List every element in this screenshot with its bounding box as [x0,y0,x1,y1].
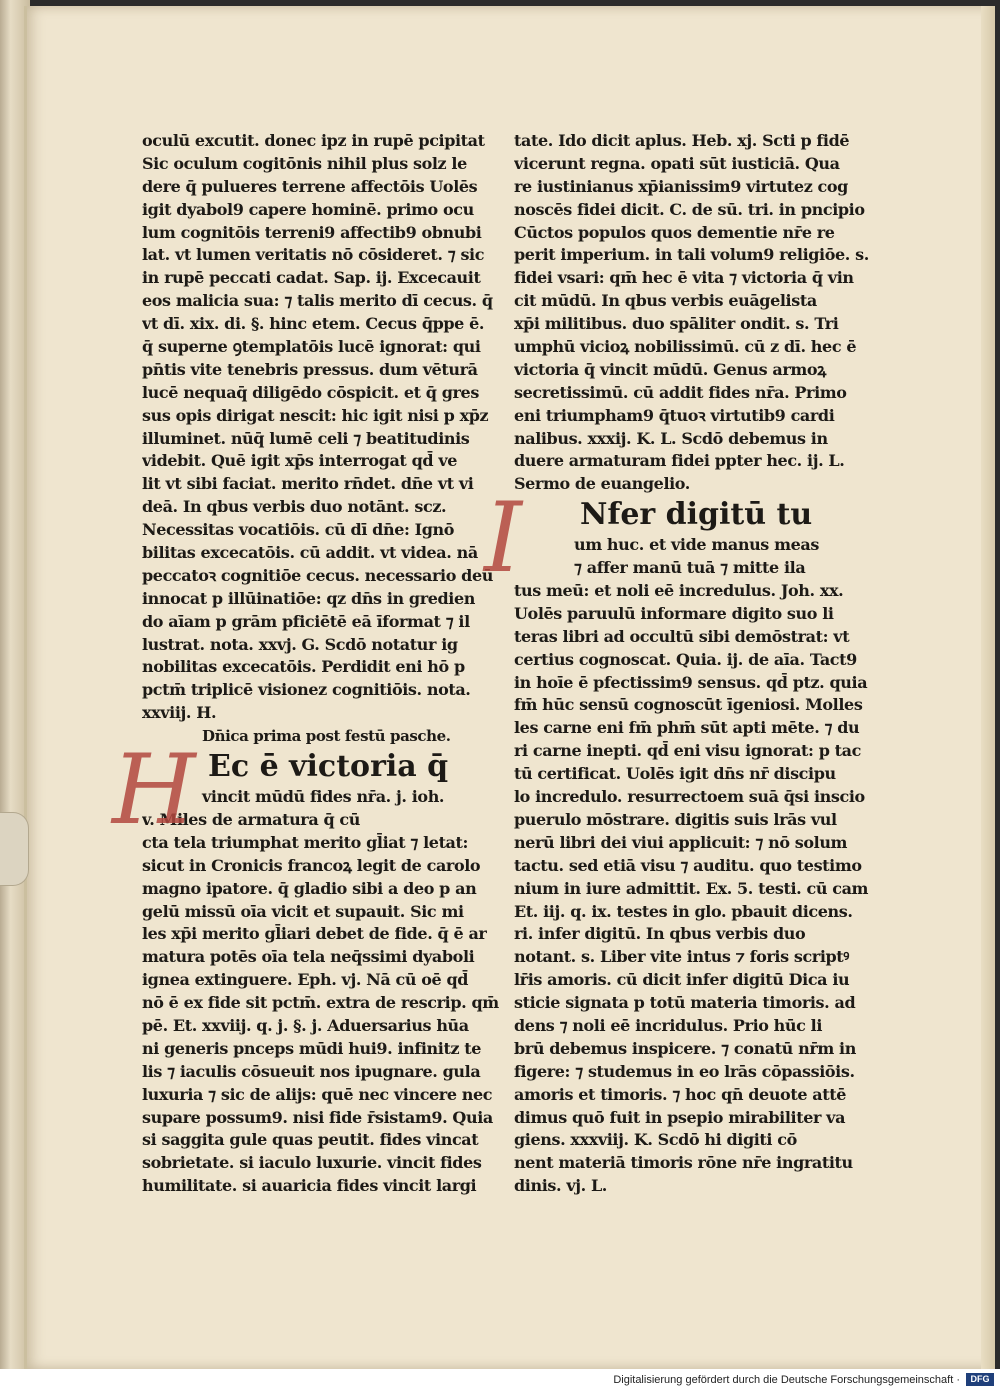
right-column-text-after [514,534,874,1198]
decorated-initial-i: I [484,482,522,595]
text-line: victoria q̄ vincit mūdū. Genus armoꝝ [514,359,827,379]
text-line: cit mūdū. In qbus verbis euāgelista [514,291,817,311]
text-line: ignea extinguere. Eph. vj. Nā cū oē qd̄ [142,970,469,990]
text-line: dimus quō fuit in psepio mirabiliter va [514,1107,846,1127]
text-line: certius cognoscat. Quia. ij. de aīa. Tact9 [514,649,857,669]
text-line: nent materiā timoris rōne nr̄e ingratitu [514,1153,853,1173]
text-line: Sermo de euangelio. [514,474,690,494]
text-line: luxuria ⁊ sic de alijs: quē nec vincere nec [142,1084,493,1104]
text-line: sticie signata p totū materia timoris. ad [514,993,856,1013]
incipit-line-left: Ec ē victoria q̄ [208,749,449,785]
text-line: eni triumpham9 q̄tuoꝛ virtutib9 cardi [514,405,835,425]
text-line: illuminet. nūq̄ lumē celi ⁊ beatitudinis [142,428,470,448]
text-line: si saggita gule quas peutit. fides vincat [142,1130,479,1150]
text-line: ⁊ affer manū tuā ⁊ mitte ila [574,558,806,578]
text-line: oculū excutit. donec ipz in rupē pcipitat [142,131,485,150]
text-line: nobilitas excecatōis. Perdidit eni hō p [142,657,465,677]
text-line: les carne eni fm̄ phm̄ sūt apti mēte. ⁊ du [514,718,860,738]
text-line: fidei vsari: qm̄ hec ē vita ⁊ victoria q̄ vin [514,268,854,288]
text-line: duere armaturam fidei ppter hec. ij. L. [514,451,845,471]
text-line: eos malicia sua: ⁊ talis merito dī cecus. q̄ [142,291,493,311]
text-line: nerū libri dei viui applicuit: ⁊ nō solum [514,832,848,852]
dfg-logo: DFG [966,1373,994,1386]
text-line: matura potēs oīa tela neq̄ssimi dyaboli [142,947,475,967]
text-line: tus meū: et noli eē incredulus. Joh. xx. [514,581,844,601]
text-line: dens ⁊ noli eē incridulus. Prio hūc li [514,1015,823,1035]
text-line: dere q̄ pulueres terrene affectōis Uolēs [142,176,478,196]
text-line: vt dī. xix. di. §. hinc etem. Cecus q̄ppe ē. [142,314,485,334]
text-line: lo incredulo. resurrectoem suā q̄si inscio [514,787,865,807]
text-line: Et. iij. q. ix. testes in glo. pbauit dicens. [514,901,853,921]
text-line: um huc. et vide manus meas [574,535,819,555]
left-column-text [142,130,502,725]
text-line: les xp̄i merito gl̄iari debet de fide. q̄ ē ar [142,924,487,944]
text-line: vicerunt regna. opati sūt iusticiā. Qua [514,153,840,173]
text-line: tū certificat. Uolēs igit dn̄s nr̄ discipu [514,764,836,784]
text-line: noscēs fidei dicit. C. de sū. tri. in pncipio [514,199,865,219]
text-line: igit dyabol9 capere hominē. primo ocu [142,199,474,219]
text-line: secretissimū. cū addit fides nr̄a. Primo [514,382,847,402]
text-line: lucē nequaq̄ diligēdo cōspicit. et q̄ gres [142,382,479,402]
text-line: nium in iure admittit. Ex. 5. testi. cū cam [514,878,869,898]
text-line: gelū missū oīa vicit et supauit. Sic mi [142,901,464,921]
text-line: xxviij. H. [142,703,217,723]
text-line: supare possum9. nisi fide r̄sistam9. Quia [142,1107,493,1127]
text-line: vincit mūdū fides nr̄a. j. ioh. [202,787,445,807]
text-line: figere: ⁊ studemus in eo lrās cōpassiōis. [514,1061,855,1081]
footer-credit: Digitalisierung gefördert durch die Deutsche Forschungsgemeinschaft · [613,1374,960,1386]
text-line: bilitas excecatōis. cū addit. vt videa. nā [142,543,478,563]
text-line: ri. infer digitū. In qbus verbis duo [514,924,806,944]
text-line: puerulo mōstrare. digitis suis lrās vul [514,809,837,829]
text-line: pn̄tis vite tenebris pressus. dum vēturā [142,359,478,379]
text-line: re iustinianus xp̄ianissim9 virtutez cog [514,176,848,196]
text-line: in rupē peccati cadat. Sap. ij. Excecauit [142,268,481,288]
text-line: notant. s. Liber vite intus ⁊ foris scriptꝰ [514,947,850,967]
text-line: fm̄ hūc sensū cognoscūt īgeniosi. Molles [514,695,863,715]
text-line: umphū vicioꝝ nobilissimū. cū z dī. hec ē [514,337,857,357]
text-line: q̄ superne ꝯtemplatōis lucē ignorat: qui [142,337,481,357]
text-line: humilitate. si auaricia fides vincit largi [142,1176,477,1196]
text-line: in hoīe ē pfectissim9 sensus. qd̄ ptz. quia [514,672,868,692]
text-line: lustrat. nota. xxvj. G. Scdō notatur ig [142,634,458,654]
text-line: lit vt sibi faciat. merito rn̄det. dn̄e vt vi [142,474,474,494]
text-line: v. Miles de armatura q̄ cū [142,809,361,829]
text-line: sobrietate. si iaculo luxurie. vincit fides [142,1153,482,1173]
text-line: Cūctos populos quos dementie nr̄e re [514,222,835,242]
text-line: brū debemus inspicere. ⁊ conatū nr̄m in [514,1038,856,1058]
text-line: Uolēs paruulū informare digito suo li [514,603,834,623]
text-line: videbit. Quē igit xp̄s interrogat qd̄ ve [142,451,458,471]
left-column [112,130,502,1198]
text-line: magno ipatore. q̄ gladio sibi a deo p an [142,878,477,898]
text-line: pē. Et. xxviij. q. j. §. j. Aduersarius hūa [142,1015,469,1035]
text-line: teras libri ad occultū sibi demōstrat: vt [514,626,850,646]
text-line: pctm̄ triplicē visionez cognitiōis. nota. [142,680,471,700]
right-column [484,130,874,1198]
text-line: sus opis dirigat nescit: hic igit nisi p xp̄z [142,405,489,425]
footer-bar [0,1369,1000,1389]
text-line: ri carne inepti. qd̄ eni visu ignorat: p tac [514,741,861,761]
text-line: peccatoꝛ cognitiōe cecus. necessario deū [142,565,493,585]
text-line: innocat p illūinatiōe: qz dn̄s in gredien [142,588,475,608]
right-column-text [514,130,874,496]
text-line: ni generis pnceps mūdi hui9. infinitz te [142,1038,482,1058]
text-line: do aīam p grām pficiētē eā īformat ⁊ il [142,611,470,631]
page-edge [981,6,995,1369]
text-line: sicut in Cronicis francoꝝ legit de carolo [142,855,481,875]
decorated-initial-h: H [112,734,196,847]
left-column-text-after [142,786,502,1198]
text-line: dinis. vj. L. [514,1176,607,1196]
text-line: cta tela triumphat merito gl̄iat ⁊ letat: [142,832,469,852]
text-line: Necessitas vocatiōis. cū dī dn̄e: Ignō [142,520,455,540]
text-line: nō ē ex fide sit pctm̄. extra de rescrip. qm̄ [142,993,499,1013]
text-line: lis ⁊ iaculis cōsueuit nos ipugnare. gula [142,1061,481,1081]
incipit-line-right: Nfer digitū tu [580,497,813,533]
text-line: tactu. sed etiā visu ⁊ auditu. quo testimo [514,855,862,875]
page-clip [0,812,29,886]
text-line: perit imperium. in tali volum9 religiōe. s. [514,245,869,265]
text-line: giens. xxxviij. K. Scdō hi digiti cō [514,1130,797,1150]
text-line: lat. vt lumen veritatis nō cōsideret. ⁊ sic [142,245,485,265]
text-line: xp̄i militibus. duo spāliter ondit. s. Tri [514,314,839,334]
section-heading: Dn̄ica prima post festū pasche. [202,727,451,746]
text-line: nalibus. xxxij. K. L. Scdō debemus in [514,428,828,448]
text-line: lr̄is amoris. cū dicit infer digitū Dica iu [514,970,850,990]
text-line: deā. In qbus verbis duo notānt. scz. [142,497,447,517]
text-line: tate. Ido dicit aplus. Heb. xj. Scti p fidē [514,131,850,150]
text-line: Sic oculum cogitōnis nihil plus solz le [142,153,467,173]
text-line: amoris et timoris. ⁊ hoc qn̄ deuote attē [514,1084,846,1104]
text-line: lum cognitōis terreni9 affectib9 obnubi [142,222,482,242]
